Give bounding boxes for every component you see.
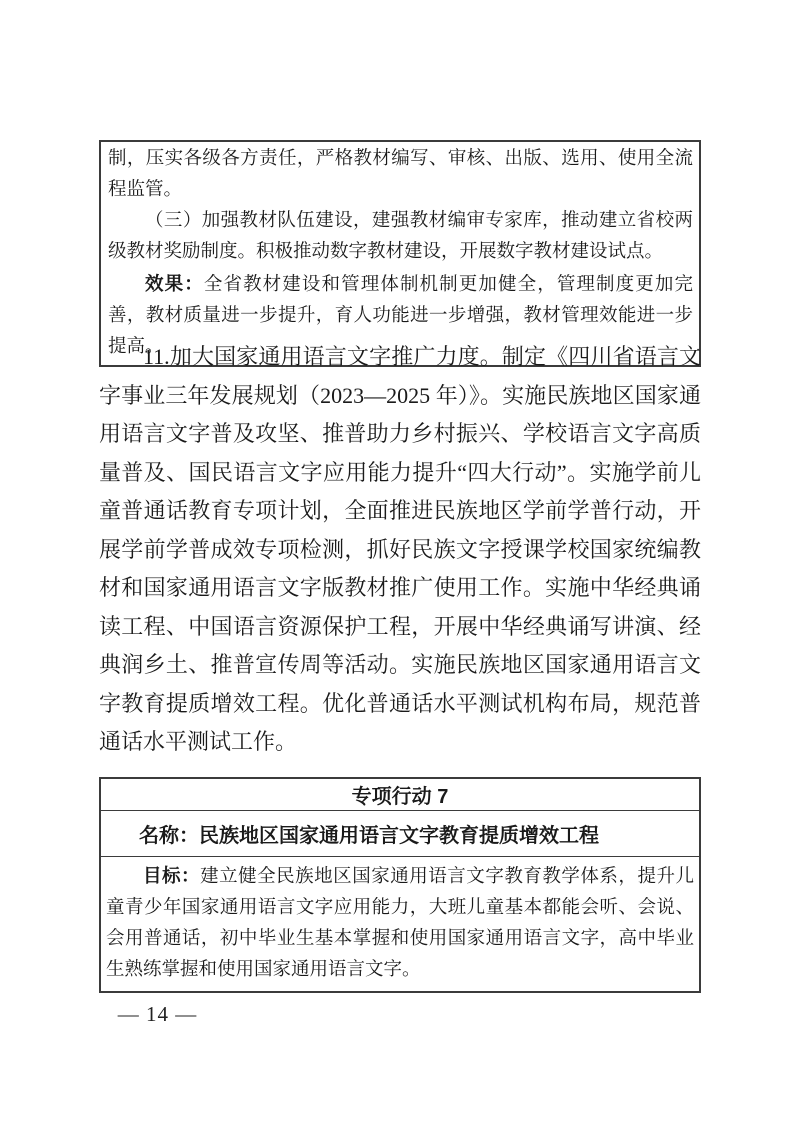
table-goal-paragraph bbox=[106, 860, 694, 986]
table-title: 专项行动 7 bbox=[351, 786, 449, 808]
goal-label: 目标： bbox=[143, 865, 201, 886]
page-number: — 14 — bbox=[117, 1002, 198, 1026]
body-paragraph-item-11 bbox=[99, 338, 701, 762]
table-goal-row bbox=[101, 856, 699, 991]
table-header-row bbox=[101, 779, 699, 810]
effect-text: 全省教材建设和管理体制机制更加健全，管理制度更加完善，教材质量进一步提升，育人功能进一步增强，教材管理效能进一步提高。 bbox=[108, 275, 693, 357]
effect-summary-box bbox=[99, 140, 701, 367]
box-paragraph-continuation: 制，压实各级各方责任，严格教材编写、审核、出版、选用、使用全流程监管。 bbox=[108, 149, 693, 200]
item-11-text: 11.加大国家通用语言文字推广力度。制定《四川省语言文字事业三年发展规划（2023—2025 年）》。实施民族地区国家通用语言文字普及攻坚、推普助力乡村振兴、学校语言文字高质量普及、国民语言文字应用能力提升“四大行动”。实施学前儿童普通话教育专项计划，全面推进民族地区学前学普行动，开展学前学普成效专项检测，抓好民族文字授课学校国家统编教材和国家通用语言文字版教材推广使用工作。实施中华经典诵读工程、中国语言资源保护工程，开展中华经典诵写讲演、经典润乡土、推普宣传周等活动。实施民族地区国家通用语言文字教育提质增效工程。优化普通话水平测试机构布局，规范普通话水平测试工作。 bbox=[99, 344, 701, 754]
special-action-7-table bbox=[99, 777, 701, 993]
effect-label: 效果： bbox=[145, 273, 204, 294]
box-paragraph-section3: （三）加强教材队伍建设，建强教材编审专家库，推动建立省校两级教材奖励制度。积极推动数字教材建设，开展数字教材建设试点。 bbox=[108, 211, 693, 262]
table-name-row bbox=[101, 810, 699, 856]
table-name-text: 名称：民族地区国家通用语言文字教育提质增效工程 bbox=[139, 825, 599, 847]
goal-text: 建立健全民族地区国家通用语言文字教育教学体系，提升儿童青少年国家通用语言文字应用能力，大班儿童基本都能会听、会说、会用普通话，初中毕业生基本掌握和使用国家通用语言文字，高中毕业生熟练掌握和使用国家通用语言文字。 bbox=[106, 867, 694, 980]
